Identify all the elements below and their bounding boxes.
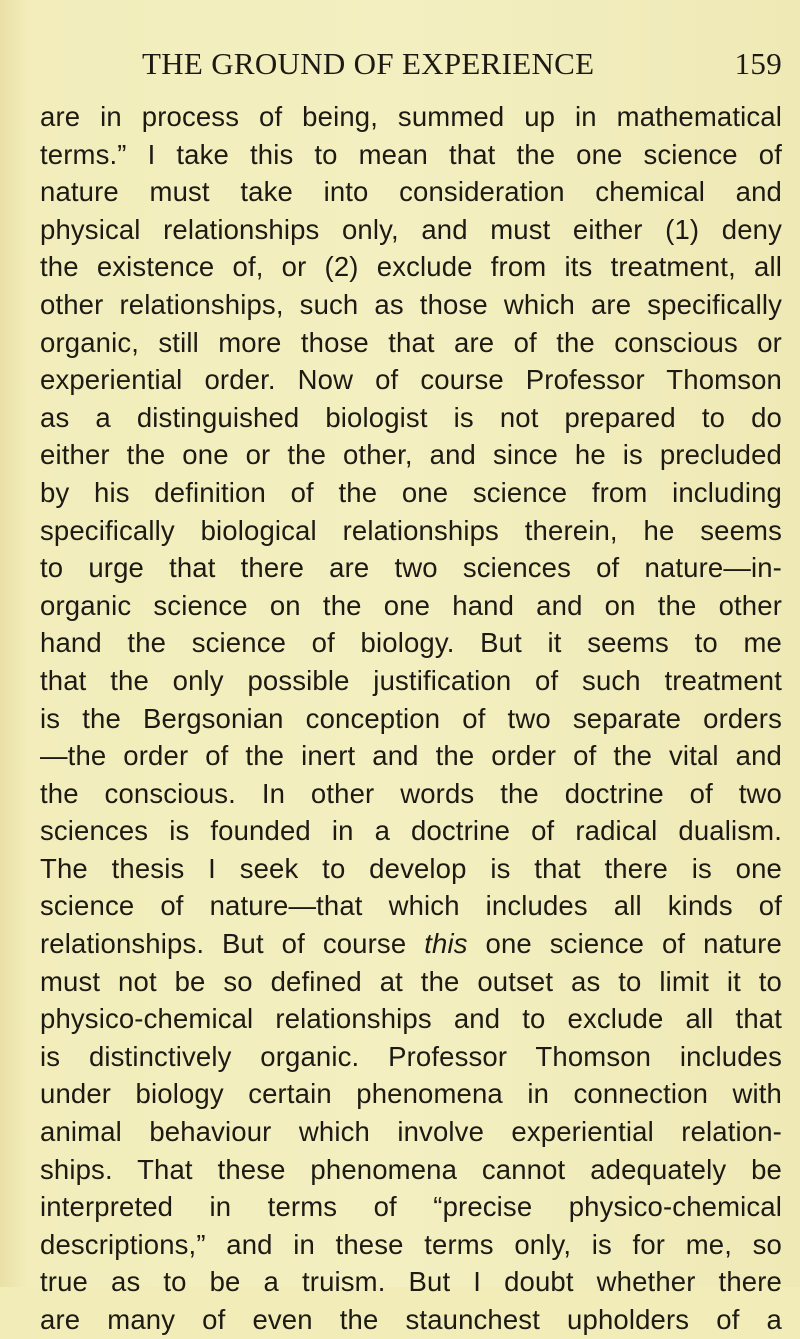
text-line: sciences is founded in a doctrine of radical dualism.: [40, 815, 782, 847]
text-line: hand the science of biology. But it seems to me: [40, 627, 782, 659]
text-line: the existence of, or (2) exclude from its treatment, all: [40, 251, 782, 283]
text-line: are in process of being, summed up in mathematical: [40, 101, 782, 132]
text-line: experiential order. Now of course Professor Thomson: [40, 364, 782, 396]
text-line: —the order of the inert and the order of the vital and: [40, 740, 782, 772]
text-line: descriptions,” and in these terms only, is for me, so: [40, 1228, 782, 1260]
body-paragraph: [40, 98, 782, 1339]
text-segment: one science of nature: [485, 928, 783, 960]
text-line: science of nature—that which includes all kinds of: [40, 890, 782, 922]
text-line: by his definition of the one science from including: [40, 476, 782, 508]
text-line: terms.” I take this to mean that the one science of: [40, 138, 782, 170]
text-line: The thesis I seek to develop is that there is one: [40, 852, 782, 884]
page-number: 159: [734, 46, 782, 81]
text-line: under biology certain phenomena in connection with: [40, 1078, 782, 1110]
text-line: physical relationships only, and must either (1) deny: [40, 213, 782, 245]
text-line: as a distinguished biologist is not prepared to do: [40, 401, 782, 433]
text-line: is distinctively organic. Professor Thomson includes: [40, 1040, 782, 1072]
text-line: animal behaviour which involve experiential relation-: [40, 1116, 782, 1148]
text-line: that the only possible justification of such treatment: [40, 664, 782, 696]
text-line: organic science on the one hand and on the other: [40, 589, 782, 621]
page-header: [142, 46, 782, 94]
italic-emphasis: this: [424, 928, 468, 960]
text-line: either the one or the other, and since he is precluded: [40, 439, 782, 471]
text-line: true as to be a truism. But I doubt whether there: [40, 1266, 782, 1298]
text-line: ships. That these phenomena cannot adequately be: [40, 1153, 782, 1185]
text-line: physico-chemical relationships and to exclude all that: [40, 1003, 782, 1035]
text-line: specifically biological relationships therein, he seems: [40, 514, 782, 546]
text-line: must not be so defined at the outset as to limit it to: [40, 965, 782, 997]
text-line: are many of even the staunchest upholders of a: [40, 1304, 782, 1335]
text-segment: relationships. But of course: [40, 928, 407, 960]
text-line: to urge that there are two sciences of nature—in-: [40, 552, 782, 584]
text-line: nature must take into consideration chemical and: [40, 176, 782, 208]
text-line: the conscious. In other words the doctrine of two: [40, 777, 782, 809]
text-line: other relationships, such as those which are specifically: [40, 288, 782, 320]
text-line: is the Bergsonian conception of two separate orders: [40, 702, 782, 734]
text-line-with-italic: [40, 925, 782, 963]
running-head: THE GROUND OF EXPERIENCE: [142, 46, 595, 81]
text-line: interpreted in terms of “precise physico-chemical: [40, 1191, 782, 1223]
text-line: organic, still more those that are of the conscious or: [40, 326, 782, 358]
